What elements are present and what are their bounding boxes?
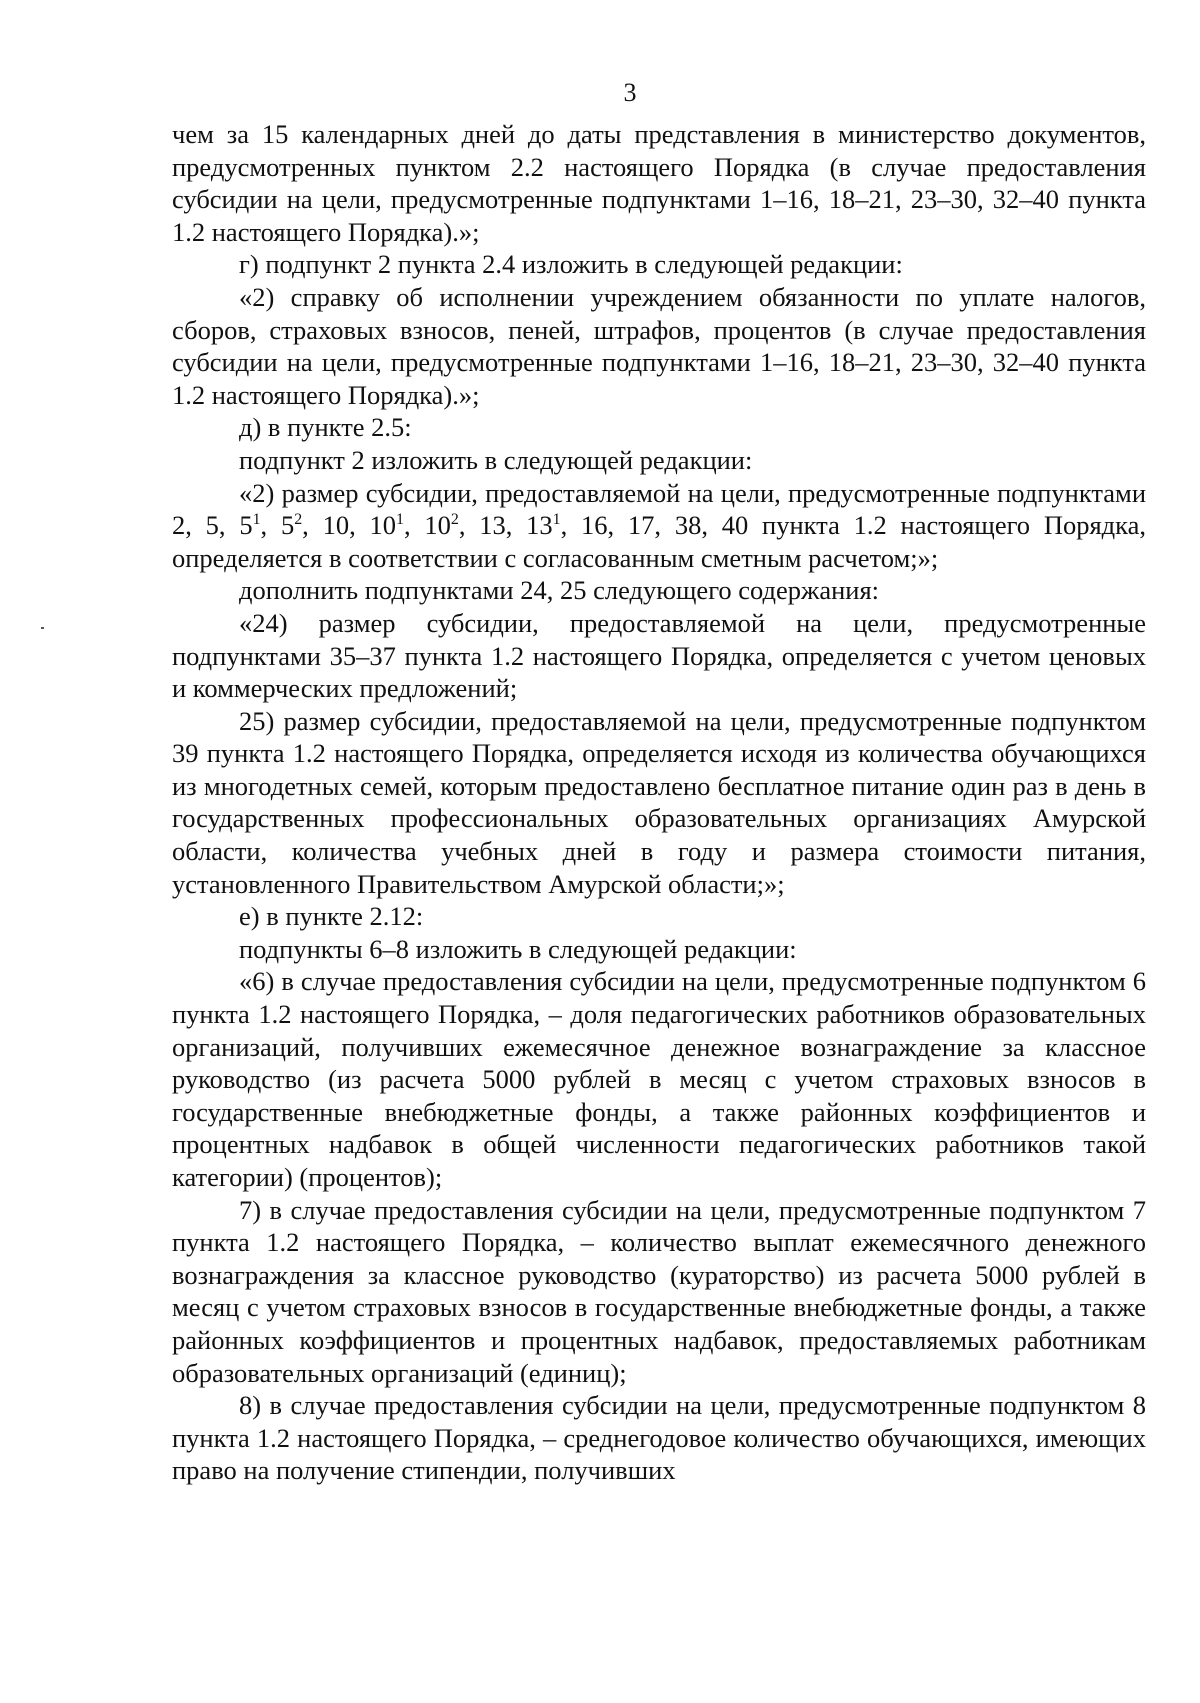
paragraph-quote-2-razmer xyxy=(172,477,1146,575)
paragraph-add-subitems: дополнить подпунктами 24, 25 следующего содержания: xyxy=(239,575,880,606)
text-segment: , 10 xyxy=(403,510,451,541)
paragraph-quote-6: «6) в случае предоставления субсидии на цели, предусмотренные подпунктом 6 пункта 1.2 настоящего Порядка, – доля педагогических работников образовательных организаций, получивших ежемесячное денежное вознаграждение за классное руководство (из расчета 5000 рублей в месяц с учетом страховых взносов в государственные внебюджетные фонды, а также районных коэффициентов и процентных надбавок в общей численности педагогических работников такой категории) (процентов); xyxy=(172,966,1146,1192)
document-body xyxy=(172,118,1146,1487)
paragraph-item-e: е) в пункте 2.12: xyxy=(239,901,424,932)
paragraph-quote-25: 25) размер субсидии, предоставляемой на цели, предусмотренные подпунктом 39 пункта 1.2 настоящего Порядка, определяется исходя из количества обучающихся из многодетных семей, которым предоставлено бесплатное питание один раз в день в государственных профессиональных образовательных организациях Амурской области, количества учебных дней в году и размера стоимости питания, установленного Правительством Амурской области;»; xyxy=(172,705,1146,899)
paragraph-quote-7: 7) в случае предоставления субсидии на цели, предусмотренные подпунктом 7 пункта 1.2 настоящего Порядка, – количество выплат ежемесячного денежного вознаграждения за классное руководство (кураторство) из расчета 5000 рублей в месяц с учетом страховых взносов в государственные внебюджетные фонды, а также районных коэффициентов и процентных надбавок, предоставляемых работникам образовательных организаций (единиц); xyxy=(172,1194,1146,1388)
text-segment: , 10, 10 xyxy=(302,510,396,541)
superscript: 1 xyxy=(552,511,561,529)
paragraph-subitem-2-intro: подпункт 2 изложить в следующей редакции: xyxy=(239,444,753,475)
paragraph-quote-2-spravka: «2) справку об исполнении учреждением обязанности по уплате налогов, сборов, страховых взносов, пеней, штрафов, процентов (в случае предоставления субсидии на цели, предусмотренные подпунктами 1–16, 18–21, 23–30, 32–40 пункта 1.2 настоящего Порядка).»; xyxy=(172,281,1146,410)
text-segment: «2) размер субсидии, предоставляемой на цели, предусмотренные подпунктами 2, 5, 5 xyxy=(172,477,1146,541)
superscript: 1 xyxy=(395,511,404,529)
paragraph-subitems-6-8-intro: подпункты 6–8 изложить в следующей редакции: xyxy=(239,933,797,964)
page-number: 3 xyxy=(623,78,637,107)
superscript: 2 xyxy=(294,511,303,529)
paragraph-item-g: г) подпункт 2 пункта 2.4 изложить в следующей редакции: xyxy=(239,249,903,280)
paragraph-continuation: чем за 15 календарных дней до даты представления в министерство документов, предусмотренных пунктом 2.2 настоящего Порядка (в случае предоставления субсидии на цели, предусмотренные подпунктами 1–16, 18–21, 23–30, 32–40 пункта 1.2 настоящего Порядка).»; xyxy=(172,119,1146,247)
text-segment: , 13, 13 xyxy=(458,510,553,541)
scan-speck xyxy=(41,627,44,629)
superscript: 2 xyxy=(450,511,459,529)
paragraph-quote-8: 8) в случае предоставления субсидии на цели, предусмотренные подпунктом 8 пункта 1.2 настоящего Порядка, – среднегодовое количество обучающихся, имеющих право на получение стипендии, получивших xyxy=(172,1390,1146,1486)
paragraph-item-d: д) в пункте 2.5: xyxy=(239,412,412,443)
paragraph-quote-24: «24) размер субсидии, предоставляемой на цели, предусмотренные подпунктами 35–37 пункта 1.2 настоящего Порядка, определяется с учетом ценовых и коммерческих предложений; xyxy=(172,607,1146,704)
text-segment: , 16, 17, 38, 40 пункта 1.2 настоящего Порядка, определяется в соответствии с согласованным сметным расчетом;»; xyxy=(172,510,1147,573)
text-segment: , 5 xyxy=(260,510,295,541)
superscript: 1 xyxy=(252,511,261,529)
